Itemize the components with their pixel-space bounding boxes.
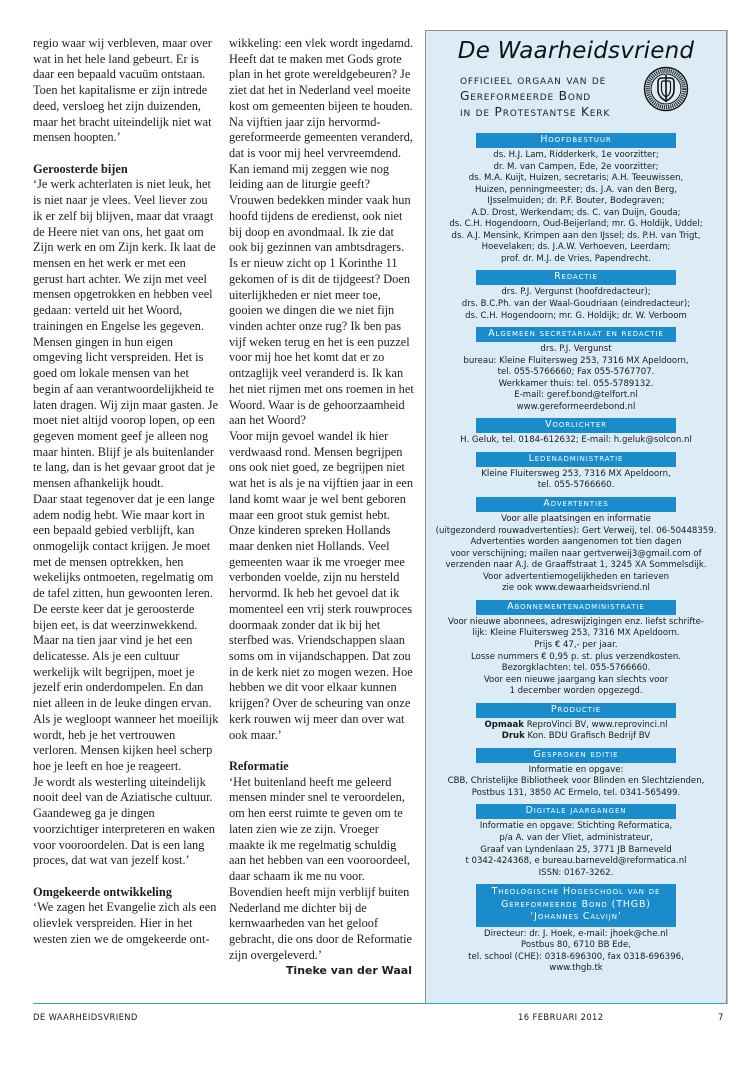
colofon-sections: [426, 133, 726, 975]
section-header: Hoofdbestuur: [476, 133, 676, 148]
section-line: Hoevelaken; ds. J.A.W. Verhoeven, Leerdam;: [481, 242, 671, 253]
section-line: Voor nieuwe abonnees, adreswijzigingen enz. liefst schrifte-: [448, 616, 704, 627]
section-line: t 0342-424368, e bureau.barneveld@reformatica.nl: [465, 856, 687, 867]
section-header: [476, 884, 676, 927]
section-line: [426, 731, 726, 743]
section-line: CBB, Christelijke Bibliotheek voor Blinden en Slechtzienden,: [447, 776, 705, 787]
section-line: Huizen, penningmeester; ds. J.A. van den Berg,: [474, 184, 678, 195]
paragraph: Je wordt als westerling uiteindelijk nooit deel van de Aziatische cultuur. Gaandeweg ga je dingen voorzichtiger interpreteren en waken voor vooroordelen. Dat is een lang proces, dat wat van jezelf kost.’: [33, 774, 215, 868]
page-number: 7: [718, 1012, 724, 1022]
section-line: A.D. Drost, Werkendam; ds. C. van Duijn, Gouda;: [471, 207, 681, 218]
section-line: drs. P.J. Vergunst (hoofdredacteur);: [501, 287, 651, 298]
subtitle-line: Gereformeerde Bond: [460, 89, 591, 103]
section-header: Digitale jaargangen: [476, 804, 676, 819]
paragraph: ‘Je werk achterlaten is niet leuk, het is niet naar je vlees. Veel liever zou ik er zelf bij blijven, maar dat vraagt de Heere niet van ons, het gaat om Zijn werk en om Zijn kerk. Ik laat de mensen en het werk er met een gerust hart achter. We zijn met veel mensen opgetrokken en hebben veel gedaan: verteld uit het Woord, trainingen en Engelse les gegeven. Mensen gingen in hun eigen omgeving licht verspreiden. Het is goed om lokale mensen van het begin af aan verantwoordelijkheid te laten dragen. Wij zijn maar gasten. Je moet niet altijd voorop lopen, op een gegeven moment geef je alleen nog maar hinten. Blijf je als buitenlander te lang, dan is het gevaar groot dat je mensen afhankelijk houdt.: [33, 177, 219, 491]
section-line: verzenden naar A.J. de Graaffstraat 1, 3245 XA Sommelsdijk.: [445, 560, 707, 571]
section-header: Redactie: [476, 270, 676, 285]
article-column-2: [229, 36, 415, 979]
label-value: Kon. BDU Grafisch Bedrijf BV: [524, 731, 651, 742]
section-line: Directeur: dr. J. Hoek, e-mail: jhoek@che.nl: [484, 928, 668, 939]
section-header-line: ‘Johannes Calvijn’: [530, 911, 622, 923]
paragraph-gap: [33, 146, 219, 162]
section-line: ISSN: 0167-3262.: [538, 867, 614, 878]
footer-rule: [33, 1003, 727, 1004]
section-line: Voor alle plaatsingen en informatie: [501, 514, 651, 525]
footer-publication-name: DE WAARHEIDSVRIEND: [33, 1012, 138, 1022]
section-body: [426, 514, 726, 595]
section-line: p/a A. van der Vliet, administrateur,: [499, 832, 653, 843]
section-line: Postbus 131, 3850 AC Ermelo, tel. 0341-565499.: [471, 787, 681, 798]
section-heading: Reformatie: [229, 759, 289, 774]
label-bold: Druk: [501, 731, 525, 742]
section-line: Werkkamer thuis: tel. 055-5789132.: [498, 378, 654, 389]
section-header: Algemeen secretariaat en redactie: [476, 327, 676, 342]
section-body: [426, 344, 726, 413]
section-line: ds. H.J. Lam, Ridderkerk, 1e voorzitter;: [493, 150, 659, 160]
section-header: Voorlichter: [476, 418, 676, 433]
paragraph: Voor mijn gevoel wandel ik hier verdwaasd rond. Mensen begrijpen ons ook niet goed, ze begrijpen niet wat het is als je na vijftien jaar in een land komt waar je wel bent geboren maar een groot stuk gemist hebt. Onze kinderen spreken Hollands maar denken niet Hollands. Veel gemeenten waar ik me vroeger mee verbonden voelde, zijn nu hersteld hervormd. Ik heb het gevoel dat ik momenteel een vrij sterk rouwproces doormaak zonder dat ik bij het sterfbed was. Vriendschappen slaan soms om in vijandschappen. Dat zou in de kerk niet zo mogen wezen. Hoe hebben we dit voor elkaar kunnen krijgen? Over de scheuring van onze kerk rouwen wij meer dan over wat ook maar.’: [229, 428, 414, 742]
section-line: www.thgb.tk: [549, 963, 603, 974]
section-line: Bezorgklachten: tel. 055-5766660.: [501, 663, 651, 674]
section-heading: Omgekeerde ontwikkeling: [33, 884, 172, 899]
paragraph-gap: [33, 869, 219, 885]
paragraph: wikkeling: een vlek wordt ingedamd. Heeft dat te maken met Gods grote plan in het grote wereldgebeuren? Je ziet dat het in Nederland veel moeite kost om gemeenten bijeen te houden. Na vijftien jaar zijn hervormd-gereformeerde gemeenten veranderd, dat is voor mij heel vervreemdend. Kan iemand mij zeggen wie nog leiding aan de liturgie geeft? Vrouwen bedekken minder vaak hun hoofd tijdens de eredienst, ook niet bij doop en avondmaal. Ik zie dat ook bij gezinnen van ambtsdragers. Is er nieuw zicht op 1 Korinthe 11 gekomen of is dit de tijdgeest? Doen uiterlijkheden er niet meer toe, gooien we dingen die we niet fijn vinden achter onze rug? Ik ben pas vijf weken terug en het is een puzzel voor mij hoe het komt dat er zo ontzaglijk veel veranderd is. Ik kan het niet rijmen met ons roemen in het Woord. Waar is de gehoorzaamheid aan het Woord?: [229, 36, 414, 428]
section-header: Abonnementenadministratie: [476, 600, 676, 615]
section-line: voor verschijning; mailen naar gertverweij3@gmail.com of: [450, 548, 702, 559]
colofon-box: [425, 30, 727, 1004]
paragraph: ‘Het buitenland heeft me geleerd mensen minder snel te veroordelen, om hen eerst ruimte te geven om te laten zien wie ze zijn. Vroeger maakte ik me regelmatig schuldig aan het hebben van een vooroordeel, daar schaam ik me nu voor. Bovendien heeft mijn verblijf buiten Nederland me dichter bij de kernwaarheden van het geloof gebracht, die ons door de Reformatie zijn overgeleverd.’: [229, 774, 413, 962]
paragraph: ‘We zagen het Evangelie zich als een olievlek verspreiden. Hier in het westen zien we de omgekeerde ont-: [33, 900, 217, 946]
label-value: ReproVinci BV, www.reprovinci.nl: [523, 719, 668, 730]
section-heading: Geroosterde bijen: [33, 161, 128, 176]
section-body: [426, 287, 726, 322]
masthead-title: De Waarheidsvriend: [457, 38, 695, 64]
masthead-subtitle: [426, 72, 726, 130]
section-line: 1 december worden opgezegd.: [509, 686, 643, 697]
section-body: [426, 821, 726, 879]
label-bold: Opmaak: [484, 719, 524, 730]
section-header: Ledenadministratie: [476, 452, 676, 467]
section-body: [426, 720, 726, 743]
section-header: Advertenties: [476, 497, 676, 512]
section-body: [426, 929, 726, 975]
section-line: drs. B.C.Ph. van der Waal-Goudriaan (eindredacteur);: [461, 299, 691, 310]
section-line: Voor advertentiemogelijkheden en tarieven: [482, 571, 670, 582]
section-line: tel. 055-5766660.: [537, 480, 615, 491]
section-line: lijk: Kleine Fluitersweg 253, 7316 MX Apeldoorn.: [472, 628, 680, 639]
section-line: [426, 720, 726, 732]
section-body: [426, 469, 726, 492]
section-line: ds. C.H. Hogendoorn; mr. G. Holdijk; dr. W. Verboom: [465, 310, 687, 321]
section-header: Productie: [476, 703, 676, 718]
section-line: prof. dr. M.J. de Vries, Papendrecht.: [500, 253, 652, 264]
section-body: [426, 435, 726, 447]
section-header: Gesproken editie: [476, 748, 676, 763]
section-line: Informatie en opgave: Stichting Reformatica,: [479, 821, 673, 832]
section-line: ds. C.H. Hogendoorn, Oud-Beijerland; mr. G. Holdijk, Uddel;: [449, 219, 703, 230]
section-line: ds. A.J. Mensink, Krimpen aan den IJssel; ds. P.H. van Trigt,: [451, 230, 701, 241]
section-body: [426, 617, 726, 698]
section-header-line: Theologische Hogeschool van de: [491, 886, 661, 898]
section-line: bureau: Kleine Fluitersweg 253, 7316 MX Apeldoorn,: [463, 355, 689, 366]
section-line: Losse nummers € 0,95 p. st. plus verzendkosten.: [470, 651, 682, 662]
section-line: IJsselmuiden; dr. P.F. Bouter, Bodegraven;: [487, 196, 665, 207]
section-line: Kleine Fluitersweg 253, 7316 MX Apeldoorn,: [481, 468, 671, 479]
subtitle-line: in de Protestantse Kerk: [460, 105, 611, 119]
section-line: drs. P.J. Vergunst: [540, 344, 612, 355]
section-line: dr. M. van Campen, Ede, 2e voorzitter;: [493, 161, 659, 172]
section-line: E-mail: geref.bond@telfort.nl: [514, 390, 638, 401]
section-line: Informatie en opgave:: [528, 764, 624, 775]
paragraph-gap: [229, 743, 415, 759]
author-signature: Tineke van der Waal: [285, 964, 412, 978]
subtitle-line: officieel orgaan van de: [460, 73, 607, 87]
section-body: [426, 150, 726, 265]
article-column-1: [33, 36, 219, 948]
section-line: (uitgezonderd rouwadvertenties): Gert Verweij, tel. 06-50448359.: [435, 525, 717, 536]
section-line: ds. M.A. Kuijt, Huizen, secretaris; A.H. Teeuwissen,: [468, 173, 684, 184]
paragraph: Daar staat tegenover dat je een lange adem nodig hebt. Wie maar kort in een bepaald gebied verblijft, kan onmogelijk contact krijgen. Je moet met de mensen optrekken, hen wekelijks ontmoeten, regelmatig om de tafel zitten, hun gewoonten leren. De eerste keer dat je geroosterde bijen eet, is dat weerzinwekkend. Maar na tien jaar vind je het een delicatesse. Als je een cultuur werkelijk wilt begrijpen, moet je jezelf erin onderdompelen. En dan niet alleen in de leuke dingen ervan. Als je wegloopt wanneer het moeilijk wordt, heb je het vertrouwen verloren. Mensen kijken heel scherp hoe je leeft en hoe je reageert.: [33, 491, 219, 774]
section-line: Advertenties worden aangenomen tot tien dagen: [470, 537, 682, 548]
paragraph: regio waar wij verbleven, maar over wat in het hele land gebeurt. Er is daar een bepaald vacuüm ontstaan. Toen het kapitalisme er zijn intrede deed, versloeg het zijn duizenden, maar het bracht uiteindelijk niet wat mensen hoopten.’: [33, 36, 212, 145]
section-line: Graaf van Lyndenlaan 25, 3771 JB Barneveld: [480, 844, 672, 855]
section-line: tel. school (CHE): 0318-696300, fax 0318-696396,: [468, 951, 684, 962]
section-line: H. Geluk, tel. 0184-612632; E-mail: h.geluk@solcon.nl: [460, 435, 692, 446]
church-seal-logo-icon: [643, 66, 689, 112]
section-header-line: Gereformeerde Bond (THGB): [501, 898, 651, 910]
section-line: Prijs € 47,- per jaar.: [534, 639, 618, 650]
section-line: zie ook www.dewaarheidsvriend.nl: [502, 583, 650, 594]
section-line: tel. 055-5766660; Fax 055-5767707.: [497, 367, 655, 378]
footer-date: 16 FEBRUARI 2012: [518, 1012, 604, 1022]
section-line: Postbus 80, 6710 BB Ede,: [521, 940, 631, 951]
section-line: Voor een nieuwe jaargang kan slechts voor: [483, 674, 669, 685]
section-body: [426, 765, 726, 800]
section-line: www.gereformeerdebond.nl: [516, 401, 636, 412]
